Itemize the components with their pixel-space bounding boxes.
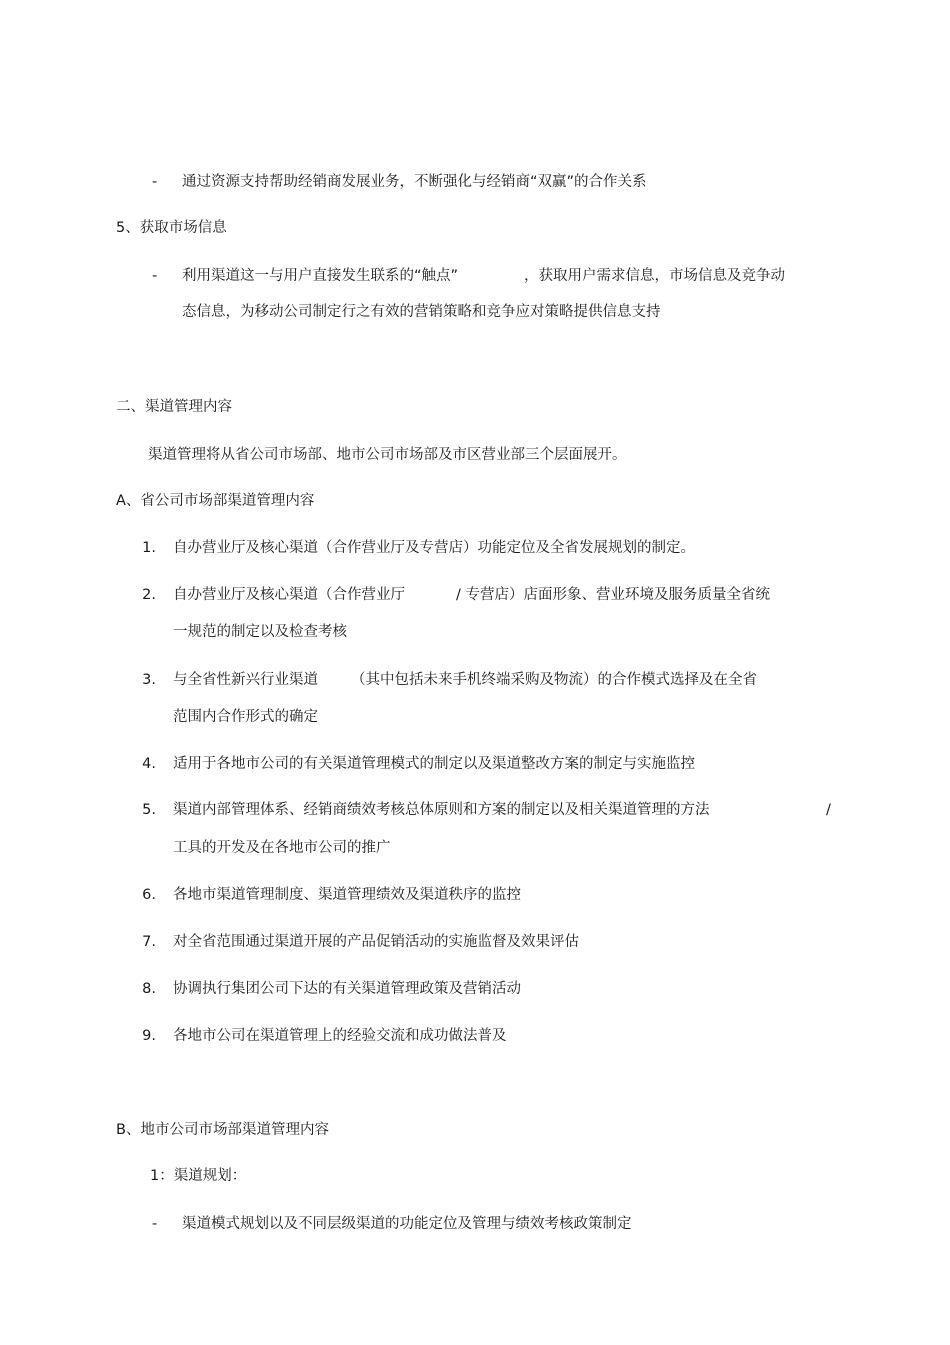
item-number: 3. xyxy=(142,672,156,688)
list-item-cont: 范围内合作形式的确定 xyxy=(173,709,318,725)
bullet-text-cont: 态信息，为移动公司制定行之有效的营销策略和竞争应对策略提供信息支持 xyxy=(182,304,661,320)
part-a-heading: A、省公司市场部渠道管理内容 xyxy=(116,493,315,509)
list-item: / xyxy=(826,802,831,818)
list-item: 适用于各地市公司的有关渠道管理模式的制定以及渠道整改方案的制定与实施监控 xyxy=(173,756,695,772)
bullet-dash: - xyxy=(152,174,158,190)
list-item: 渠道内部管理体系、经销商绩效考核总体原则和方案的制定以及相关渠道管理的方法 xyxy=(173,802,710,818)
list-item: 自办营业厅及核心渠道（合作营业厅及专营店）功能定位及全省发展规划的制定。 xyxy=(173,540,695,556)
list-item: / 专营店）店面形象、营业环境及服务质量全省统 xyxy=(456,587,770,603)
list-item: （其中包括未来手机终端采购及物流）的合作模式选择及在全省 xyxy=(351,672,757,688)
bullet-text: 渠道模式规划以及不同层级渠道的功能定位及管理与绩效考核政策制定 xyxy=(182,1216,632,1232)
item-number: 6. xyxy=(142,887,156,903)
list-item: 自办营业厅及核心渠道（合作营业厅 xyxy=(173,587,405,603)
part-heading: 二、渠道管理内容 xyxy=(116,399,232,415)
list-item: 与全省性新兴行业渠道 xyxy=(173,672,318,688)
item-number: 5. xyxy=(142,802,156,818)
item-number: 1. xyxy=(142,540,156,556)
list-item: 各地市公司在渠道管理上的经验交流和成功做法普及 xyxy=(173,1028,507,1044)
list-item: 各地市渠道管理制度、渠道管理绩效及渠道秩序的监控 xyxy=(173,887,521,903)
list-item-cont: 一规范的制定以及检查考核 xyxy=(173,624,347,640)
bullet-text: ，获取用户需求信息，市场信息及竞争动 xyxy=(524,268,785,284)
bullet-text: 通过资源支持帮助经销商发展业务，不断强化与经销商“双赢”的合作关系 xyxy=(182,174,647,190)
item-number: 8. xyxy=(142,981,156,997)
list-item: 对全省范围通过渠道开展的产品促销活动的实施监督及效果评估 xyxy=(173,934,579,950)
list-item-cont: 工具的开发及在各地市公司的推广 xyxy=(173,840,391,856)
item-number: 9. xyxy=(142,1028,156,1044)
part-b-heading: B、地市公司市场部渠道管理内容 xyxy=(116,1122,329,1138)
bullet-dash: - xyxy=(152,268,158,284)
bullet-dash: - xyxy=(152,1216,158,1232)
bullet-text: 利用渠道这一与用户直接发生联系的“触点” xyxy=(182,268,459,284)
section-heading: 5、获取市场信息 xyxy=(116,220,227,236)
item-number: 4. xyxy=(142,756,156,772)
list-item: 协调执行集团公司下达的有关渠道管理政策及营销活动 xyxy=(173,981,521,997)
sub-heading: 1：渠道规划： xyxy=(150,1168,247,1184)
item-number: 7. xyxy=(142,934,156,950)
item-number: 2. xyxy=(142,587,156,603)
part-intro: 渠道管理将从省公司市场部、地市公司市场部及市区营业部三个层面展开。 xyxy=(148,447,627,463)
